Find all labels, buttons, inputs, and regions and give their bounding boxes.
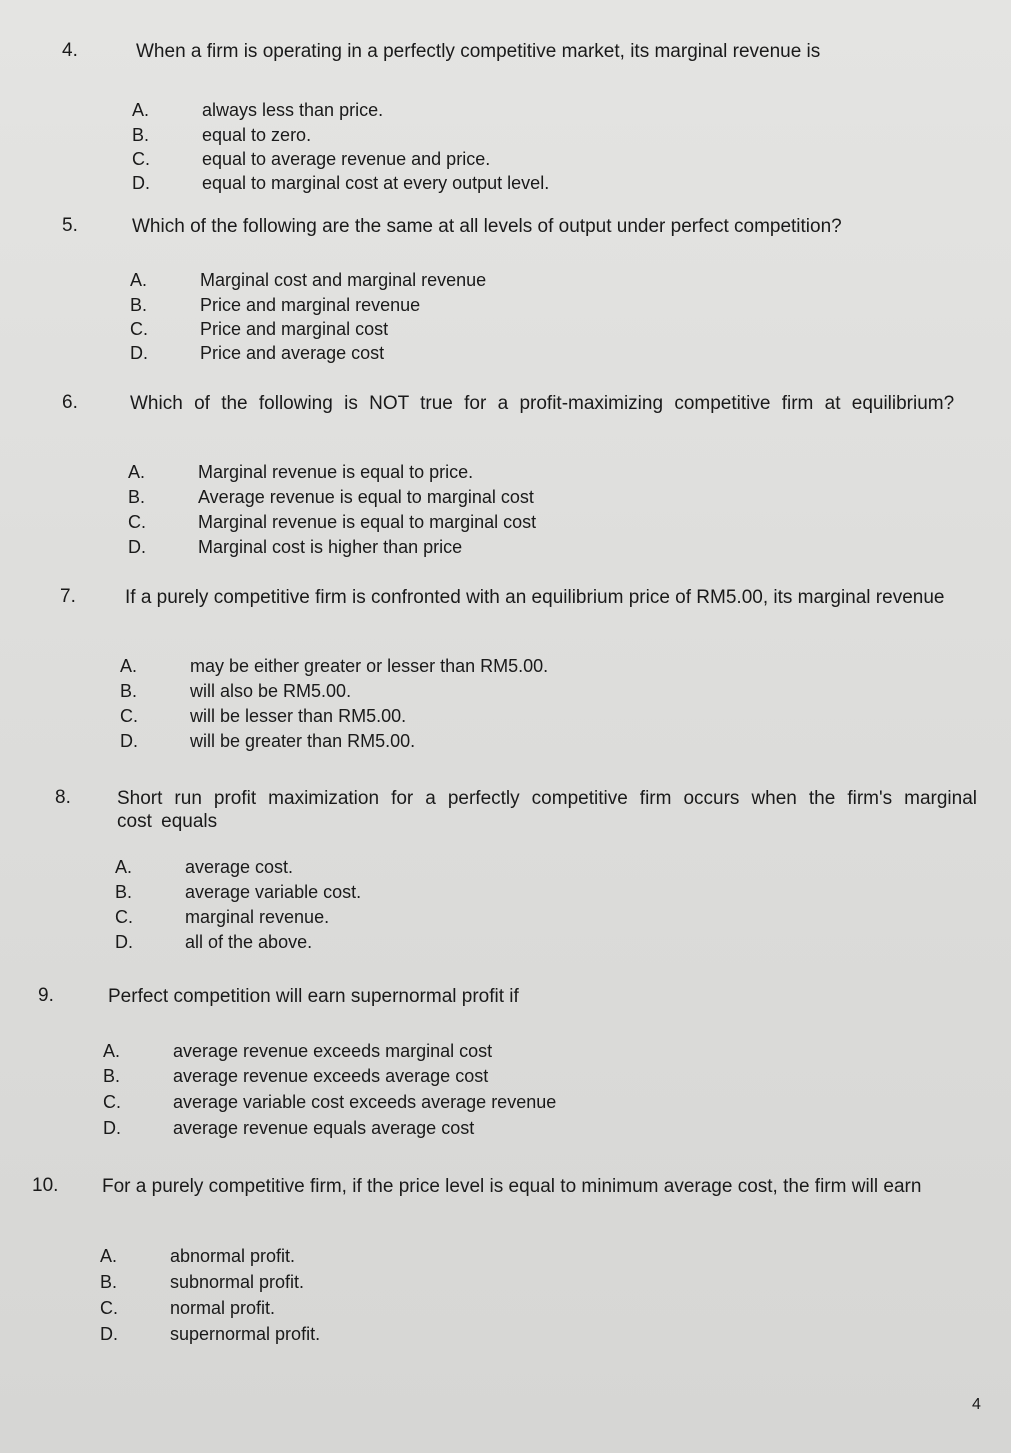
option-text: may be either greater or lesser than RM5.00. (190, 656, 549, 676)
question-5-option-a (130, 268, 486, 292)
option-text: Marginal revenue is equal to price. (198, 462, 474, 482)
option-text: supernormal profit. (170, 1324, 321, 1344)
question-4-text: When a firm is operating in a perfectly competitive market, its marginal revenue is (136, 41, 821, 62)
option-text: Price and average cost (200, 343, 385, 363)
option-letter: C. (103, 1092, 121, 1112)
option-text: marginal revenue. (185, 907, 330, 927)
option-text: will be greater than RM5.00. (190, 731, 416, 751)
option-letter: D. (128, 537, 146, 557)
option-text: Marginal cost is higher than price (198, 537, 463, 557)
page-number: 4 (972, 1396, 981, 1413)
option-text: all of the above. (185, 932, 313, 952)
question-4-option-b (132, 123, 311, 147)
option-letter: B. (120, 681, 138, 701)
option-letter: A. (120, 656, 138, 676)
question-9-option-a (103, 1039, 492, 1063)
option-letter: B. (100, 1272, 118, 1292)
option-letter: A. (103, 1041, 121, 1061)
question-9-number: 9. (38, 985, 54, 1006)
option-letter: C. (132, 149, 150, 169)
option-text: always less than price. (202, 100, 384, 120)
option-text: average revenue equals average cost (173, 1118, 475, 1138)
question-6-option-d (128, 535, 462, 559)
question-7-text: If a purely competitive firm is confronted with an equilibrium price of RM5.00, its marginal revenue (125, 587, 945, 608)
option-text: subnormal profit. (170, 1272, 305, 1292)
question-6-option-b (128, 485, 534, 509)
question-9-text: Perfect competition will earn supernormal profit if (108, 986, 519, 1007)
option-text: equal to zero. (202, 125, 312, 145)
question-10-option-b (100, 1270, 304, 1294)
option-text: abnormal profit. (170, 1246, 296, 1266)
question-5-text: Which of the following are the same at all levels of output under perfect competition? (132, 216, 842, 237)
question-7-option-c (120, 704, 406, 728)
option-letter: C. (100, 1298, 118, 1318)
option-letter: C. (115, 907, 133, 927)
option-letter: B. (128, 487, 146, 507)
question-8-option-c (115, 905, 329, 929)
option-letter: D. (103, 1118, 121, 1138)
question-10-text: For a purely competitive firm, if the price level is equal to minimum average cost, the firm will earn (102, 1176, 922, 1197)
option-letter: D. (115, 932, 133, 952)
option-text: average variable cost exceeds average revenue (173, 1092, 557, 1112)
question-5-number: 5. (62, 215, 78, 236)
option-letter: A. (100, 1246, 118, 1266)
question-5-option-c (130, 317, 388, 341)
question-7-option-d (120, 729, 415, 753)
option-letter: A. (130, 270, 148, 290)
question-8-option-a (115, 855, 293, 879)
question-8-text: Short run profit maximization for a perfectly competitive firm occurs when the firm's marginal cost equals (117, 788, 977, 832)
question-9-option-b (103, 1064, 488, 1088)
option-text: equal to average revenue and price. (202, 149, 491, 169)
question-7-number: 7. (60, 586, 76, 607)
question-4-option-d (132, 171, 549, 195)
option-letter: A. (115, 857, 133, 877)
option-letter: A. (132, 100, 150, 120)
question-6-text: Which of the following is NOT true for a profit-maximizing competitive firm at equilibrium? (130, 393, 955, 414)
question-8-number: 8. (55, 787, 71, 808)
option-letter: C. (128, 512, 146, 532)
option-text: Price and marginal revenue (200, 295, 421, 315)
option-text: Marginal revenue is equal to marginal cost (198, 512, 537, 532)
option-letter: D. (100, 1324, 118, 1344)
option-text: will be lesser than RM5.00. (190, 706, 407, 726)
question-10-option-c (100, 1296, 275, 1320)
option-text: equal to marginal cost at every output level. (202, 173, 550, 193)
question-5-option-d (130, 341, 384, 365)
option-letter: C. (120, 706, 138, 726)
option-text: average cost. (185, 857, 294, 877)
question-10-option-a (100, 1244, 295, 1268)
option-text: average revenue exceeds marginal cost (173, 1041, 493, 1061)
question-6-option-c (128, 510, 536, 534)
question-4-option-a (132, 98, 383, 122)
question-6-number: 6. (62, 392, 78, 413)
question-10-number: 10. (32, 1175, 59, 1196)
option-letter: B. (132, 125, 150, 145)
option-text: average variable cost. (185, 882, 362, 902)
question-6-option-a (128, 460, 473, 484)
option-text: average revenue exceeds average cost (173, 1066, 489, 1086)
option-text: Marginal cost and marginal revenue (200, 270, 487, 290)
option-letter: D. (120, 731, 138, 751)
option-letter: B. (130, 295, 148, 315)
question-4-option-c (132, 147, 490, 171)
option-letter: D. (132, 173, 150, 193)
question-7-option-b (120, 679, 351, 703)
question-7-option-a (120, 654, 548, 678)
option-text: Average revenue is equal to marginal cost (198, 487, 534, 507)
option-letter: B. (103, 1066, 121, 1086)
question-4-number: 4. (62, 40, 78, 61)
question-10-option-d (100, 1322, 320, 1346)
question-5-option-b (130, 293, 420, 317)
question-8-option-b (115, 880, 361, 904)
option-letter: A. (128, 462, 146, 482)
option-text: will also be RM5.00. (190, 681, 352, 701)
question-9-option-c (103, 1090, 556, 1114)
question-9-option-d (103, 1116, 474, 1140)
option-letter: C. (130, 319, 148, 339)
question-8-option-d (115, 930, 312, 954)
option-letter: D. (130, 343, 148, 363)
option-letter: B. (115, 882, 133, 902)
option-text: normal profit. (170, 1298, 276, 1318)
option-text: Price and marginal cost (200, 319, 389, 339)
